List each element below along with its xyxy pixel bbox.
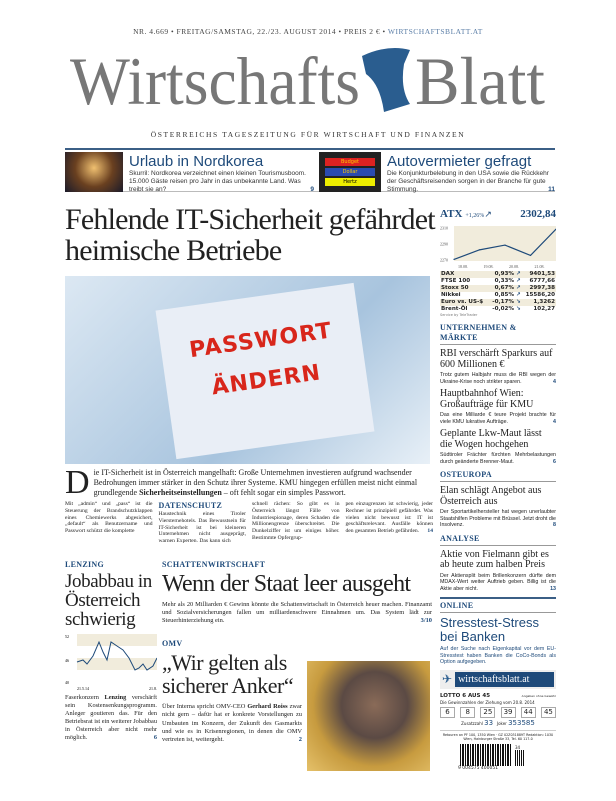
lenzing-story[interactable]: LENZING Jobabbau in Österreich schwierig 52 46 40 21.5.14 21.8. Faserkonzern Lenzing verschärft sein Kostensenkungsprogramm. Anleger goutieren das. Für den Betriebsrat ist ein weiterer Jobabbau in Österreich aber nicht mehr möglich. 6 bbox=[65, 560, 158, 741]
svg-text:Blatt: Blatt bbox=[415, 44, 546, 114]
atx-point bbox=[453, 259, 454, 260]
market-name: DAX bbox=[441, 271, 455, 277]
trend-arrow-icon: ↘ bbox=[515, 306, 521, 312]
news-item[interactable]: Aktie von Fielmann gibt es ab heute zum halben Preis Der Aktiensplit beim Brillenkonzern dürfte dem MDAX-Wert weiter Auftrieb geben. Billig ist die Aktie aber nicht. 13 bbox=[440, 548, 556, 592]
trend-arrow-icon: ↗ bbox=[515, 285, 521, 291]
market-name: Euro vs. US-$ bbox=[441, 299, 484, 305]
issue-meta: NR. 4.669 • FREITAG/SAMSTAG, 22./23. AUGUST 2014 • PREIS 2 € • WIRTSCHAFTSBLATT.AT bbox=[133, 27, 483, 36]
chart-background bbox=[454, 226, 556, 261]
band bbox=[77, 658, 157, 670]
datenschutz-kicker: DATENSCHUTZ bbox=[158, 501, 223, 510]
omv-story[interactable]: OMV „Wir gelten als sicherer Anker“ Über Interna spricht OMV-CEO Gerhard Roiss zwar nicht gern – dafür hat er konkrete Vorstellungen zu Umbauten im Konzern, der Zukunft des Gasmarkts und wie es in Krisenregionen, in denen die OMV vertreten ist, weitergeht. 2 bbox=[162, 639, 303, 744]
website-link[interactable]: WIRTSCHAFTSBLATT.AT bbox=[387, 27, 483, 36]
atx-chart bbox=[440, 223, 556, 271]
trend-arrow-icon: ↗ bbox=[515, 271, 521, 277]
online-title[interactable]: Stresstest-Stress bei Banken bbox=[440, 615, 539, 644]
lotto-number: 44 bbox=[521, 707, 536, 718]
market-change: 0,93% ↗ bbox=[494, 271, 521, 277]
market-name: Stoxx 50 bbox=[441, 285, 469, 291]
lotto-number: 6 bbox=[440, 707, 455, 718]
lotto-number: 39 bbox=[501, 707, 516, 718]
market-name: Nikkei bbox=[441, 292, 461, 298]
atx-point bbox=[530, 255, 531, 256]
atx-header: ATX +1,26% ↗ 2302,84 bbox=[440, 208, 556, 220]
x-tick-label: 20.08. bbox=[509, 264, 519, 269]
lotto-number: 45 bbox=[541, 707, 556, 718]
right-column: ATX +1,26% ↗ 2302,84 2310 2290 2270 18.08. 19.08. 20.08. 21.08. DAX 0,93% ↗ 9401,53 FTSE 100 0,33% ↗ 6777,66 Stoxx 50 0,67% ↗ 2997,38 Nikkei 0,85% ↗ 15586,20 Euro vs. US-$ -0,17% ↘ 1,3262 Brent-Öl -0,02% ↘ 102,27 Service by TeleTrader UNTERNEHMEN & MÄRKTE RBI verschärft Sparkurs auf 600 Millionen € Trotz gutem Halbjahr muss die RBI wegen der Ukraine-Krise noch strikter sparen. 4 Hauptbahnhof Wien: Großaufträge für KMU Das eine Milliarde € teure Projekt brachte für viele KMU lukrative Aufträge. 4 Geplante Lkw-Maut lässt die Wogen hochgehen Südtiroler Frächter fürchten Mehrbelastungen durch geänderte Brenner-Maut. 6 OSTEUROPA Elan schlägt Angebot aus Österreich aus Der Sportartikelhersteller hat wegen unerlaubter Staatshilfen Probleme mit Brüssel. Jetzt droht die Insolvenz. 8 ANALYSE Aktie von Fielmann gibt es ab heute zum halben Preis Der Aktiensplit beim Brillenkonzern dürfte dem MDAX-Wert weiter Auftrieb geben. Billig ist die Aktie aber nicht. 13 ONLINE Stresstest-Stress bei Banken Auf der Suche nach Eigenkapital vor dem EU-Stresstest haben Banken die CoCo-Bonds als Option aufgegeben. ✈ wirtschaftsblatt.at LOTTO 6 AUS 45 Angaben ohne Gewähr Die Gewinnzahlen der Ziehung vom 20.8. 2014 6 8 25 39 44 45 Zusatzzahl 33 Joker 353585 Retouren an PF 100, 1350 Wien · GZ 02Z031889T Redaktion: 1030 Wien, Hainburger Straße 33, Tel. 60 117-0 34 9 004575 400051 bbox=[440, 208, 556, 771]
keyboard-photo bbox=[65, 276, 430, 464]
teaser-band bbox=[65, 148, 555, 192]
market-row bbox=[440, 285, 556, 292]
market-row bbox=[440, 306, 556, 313]
market-change: -0,02% ↘ bbox=[492, 306, 521, 312]
market-change: 0,67% ↗ bbox=[494, 285, 521, 291]
fireworks-photo bbox=[65, 152, 123, 192]
section-heading: UNTERNEHMEN & MÄRKTE bbox=[440, 323, 556, 345]
svg-text:Wirtschafts: Wirtschafts bbox=[70, 44, 360, 114]
lead-story-text bbox=[65, 464, 433, 545]
market-change: -0,17% ↘ bbox=[492, 299, 521, 305]
section bbox=[440, 323, 556, 465]
section bbox=[440, 534, 556, 593]
trend-arrow-icon: ↗ bbox=[515, 278, 521, 284]
market-row bbox=[440, 292, 556, 299]
section-heading: OSTEUROPA bbox=[440, 470, 556, 482]
market-row bbox=[440, 299, 556, 306]
market-value: 102,27 bbox=[533, 306, 555, 312]
roiss-portrait-photo bbox=[307, 661, 430, 771]
trend-arrow-icon: ↗ bbox=[515, 292, 521, 298]
atx-point bbox=[504, 244, 505, 245]
trend-arrow-icon: ↘ bbox=[515, 299, 521, 305]
market-table bbox=[440, 271, 556, 313]
teaser-autovermieter[interactable]: Autovermieter gefragt Die Konjunkturbelebung in den USA sowie die Rückkehr der Geschäftsreisenden sorgen in der Branche für gute Stimmung. 11 bbox=[387, 153, 555, 193]
atx-point bbox=[479, 249, 480, 250]
barcode: 34 bbox=[460, 744, 556, 766]
trend-up-icon: ↗ bbox=[484, 209, 492, 219]
tagline: ÖSTERREICHS TAGESZEITUNG FÜR WIRTSCHAFT UND FINANZEN bbox=[150, 130, 466, 139]
online-box: ONLINE Stresstest-Stress bei Banken Auf der Suche nach Eigenkapital vor dem EU-Stresstest haben Banken die CoCo-Bonds als Option aufgegeben. ✈ wirtschaftsblatt.at LOTTO 6 AUS 45 Angaben ohne Gewähr Die Gewinnzahlen der Ziehung vom 20.8. 2014 6 8 25 39 44 45 Zusatzzahl 33 Joker 353585 Retouren an PF 100, 1350 Wien · GZ 02Z031889T Redaktion: 1030 Wien, Hainburger Straße 33, Tel. 60 117-0 34 9 004575 400051 bbox=[440, 597, 556, 772]
rental-signs-photo: Budget Dollar Hertz bbox=[319, 152, 381, 192]
x-tick-label: 19.08. bbox=[483, 264, 494, 269]
market-name: FTSE 100 bbox=[441, 278, 471, 284]
market-row bbox=[440, 271, 556, 278]
x-tick-label: 21.08. bbox=[534, 264, 545, 269]
y-tick-label: 40 bbox=[65, 680, 69, 685]
x-tick-label: 21.8. bbox=[149, 686, 157, 691]
market-row bbox=[440, 278, 556, 285]
news-item[interactable]: Hauptbahnhof Wien: Großaufträge für KMU Das eine Milliarde € teure Projekt brachte für viele KMU lukrative Aufträge. 4 bbox=[440, 388, 556, 425]
y-tick-label: 46 bbox=[65, 658, 69, 663]
market-change: 0,33% ↗ bbox=[494, 278, 521, 284]
market-value: 15586,20 bbox=[525, 292, 555, 298]
news-item[interactable]: Elan schlägt Angebot aus Österreich aus Der Sportartikelhersteller hat wegen unerlaubter Staatshilfen Probleme mit Brüssel. Jetzt droht die Insolvenz. 8 bbox=[440, 485, 556, 528]
masthead-logo bbox=[70, 44, 550, 114]
news-item[interactable]: RBI verschärft Sparkurs auf 600 Millionen € Trotz gutem Halbjahr muss die RBI wegen der Ukraine-Krise noch strikter sparen. 4 bbox=[440, 348, 556, 385]
lotto-number: 8 bbox=[460, 707, 475, 718]
lead-headline[interactable]: Fehlende IT-Sicherheit gefährdet heimische Betriebe bbox=[65, 203, 435, 267]
y-tick-label: 2290 bbox=[440, 241, 448, 247]
y-tick-label: 2310 bbox=[440, 225, 448, 231]
x-tick-label: 18.08. bbox=[458, 264, 468, 269]
teaser-nordkorea[interactable]: Urlaub in Nordkorea Skurril: Nordkorea verzeichnet einen kleinen Tourismusboom. 15.000 Gäste reisen pro Jahr in das unbekannte Land. Was treibt sie an? 9 bbox=[129, 153, 314, 193]
section-heading: ANALYSE bbox=[440, 534, 556, 546]
market-value: 1,3262 bbox=[533, 299, 555, 305]
y-tick-label: 2270 bbox=[440, 257, 448, 263]
band bbox=[77, 634, 157, 646]
x-tick-label: 21.5.14 bbox=[77, 686, 89, 691]
y-tick-label: 52 bbox=[65, 634, 69, 639]
lotto-box: LOTTO 6 AUS 45 Angaben ohne Gewähr Die Gewinnzahlen der Ziehung vom 20.8. 2014 6 8 25 39 44 45 Zusatzzahl 33 Joker 353585 bbox=[440, 692, 556, 727]
hermes-icon: ✈ bbox=[442, 672, 453, 686]
market-value: 9401,53 bbox=[529, 271, 555, 277]
market-value: 6777,66 bbox=[529, 278, 555, 284]
lenzing-chart bbox=[65, 632, 157, 692]
market-name: Brent-Öl bbox=[441, 306, 468, 312]
lead-body: Mit „admin“ und „pass“ ist die Steuerung der Brandschutzklappen eines Chemiewerks abgesichert, „default“ als Benutzername und Passwort schützt die komplette DATENSCHUTZ Haustechnik eines Tiroler Viersternehotels. Das Bewusstsein für IT-Sicherheit ist bei kleineren Unternehmen nicht ausgeprägt, warnen Experten. Das kann sich schnell rächen: So gibt es in Österreich längst Fälle von Industriespionage, deren Schaden die Millionengrenze überschreitet. Die Dunkelziffer ist um einiges höher. Bestimmte Opfergrup- pen einzugrenzen ist schwierig, jeder Rechner ist prinzipiell gefährdet. Was vielen nicht bewusst ist: IT ist geschäftsrelevant. Ausfälle können den gesamten Betrieb gefährden. 14 bbox=[65, 501, 433, 545]
lead-paragraph: Die IT-Sicherheit ist in Österreich mangelhaft: Große Unternehmen investieren aufgrund wachsender Bedrohungen immer stärker in den Schutz ihrer Systeme. KMU hingegen erfüllen meist nicht einmal grundlegende Sicherheitseinstellungen – oft fehlt sogar ein simples Passwort. bbox=[65, 464, 418, 501]
news-item[interactable]: Geplante Lkw-Maut lässt die Wogen hochgehen Südtiroler Frächter fürchten Mehrbelastungen durch geänderte Brenner-Maut. 6 bbox=[440, 428, 556, 465]
section bbox=[440, 470, 556, 529]
lotto-number: 25 bbox=[480, 707, 495, 718]
post-it-note: PASSWORT ÄNDERN bbox=[156, 283, 375, 459]
website-banner[interactable]: ✈ wirtschaftsblatt.at bbox=[440, 670, 556, 689]
market-value: 2997,38 bbox=[529, 285, 555, 291]
market-change: 0,85% ↗ bbox=[494, 292, 521, 298]
schattenwirtschaft-story[interactable]: SCHATTENWIRTSCHAFT Wenn der Staat leer ausgeht Mehr als 20 Milliarden € Gewinn könnte die Schattenwirtschaft in Österreich heuer machen. Finanzamt und Sozialversicherungen fallen um milliardenschwere Einnahmen um. Das System lädt zur Steuerhinterziehung ein. 3/10 bbox=[162, 560, 432, 624]
